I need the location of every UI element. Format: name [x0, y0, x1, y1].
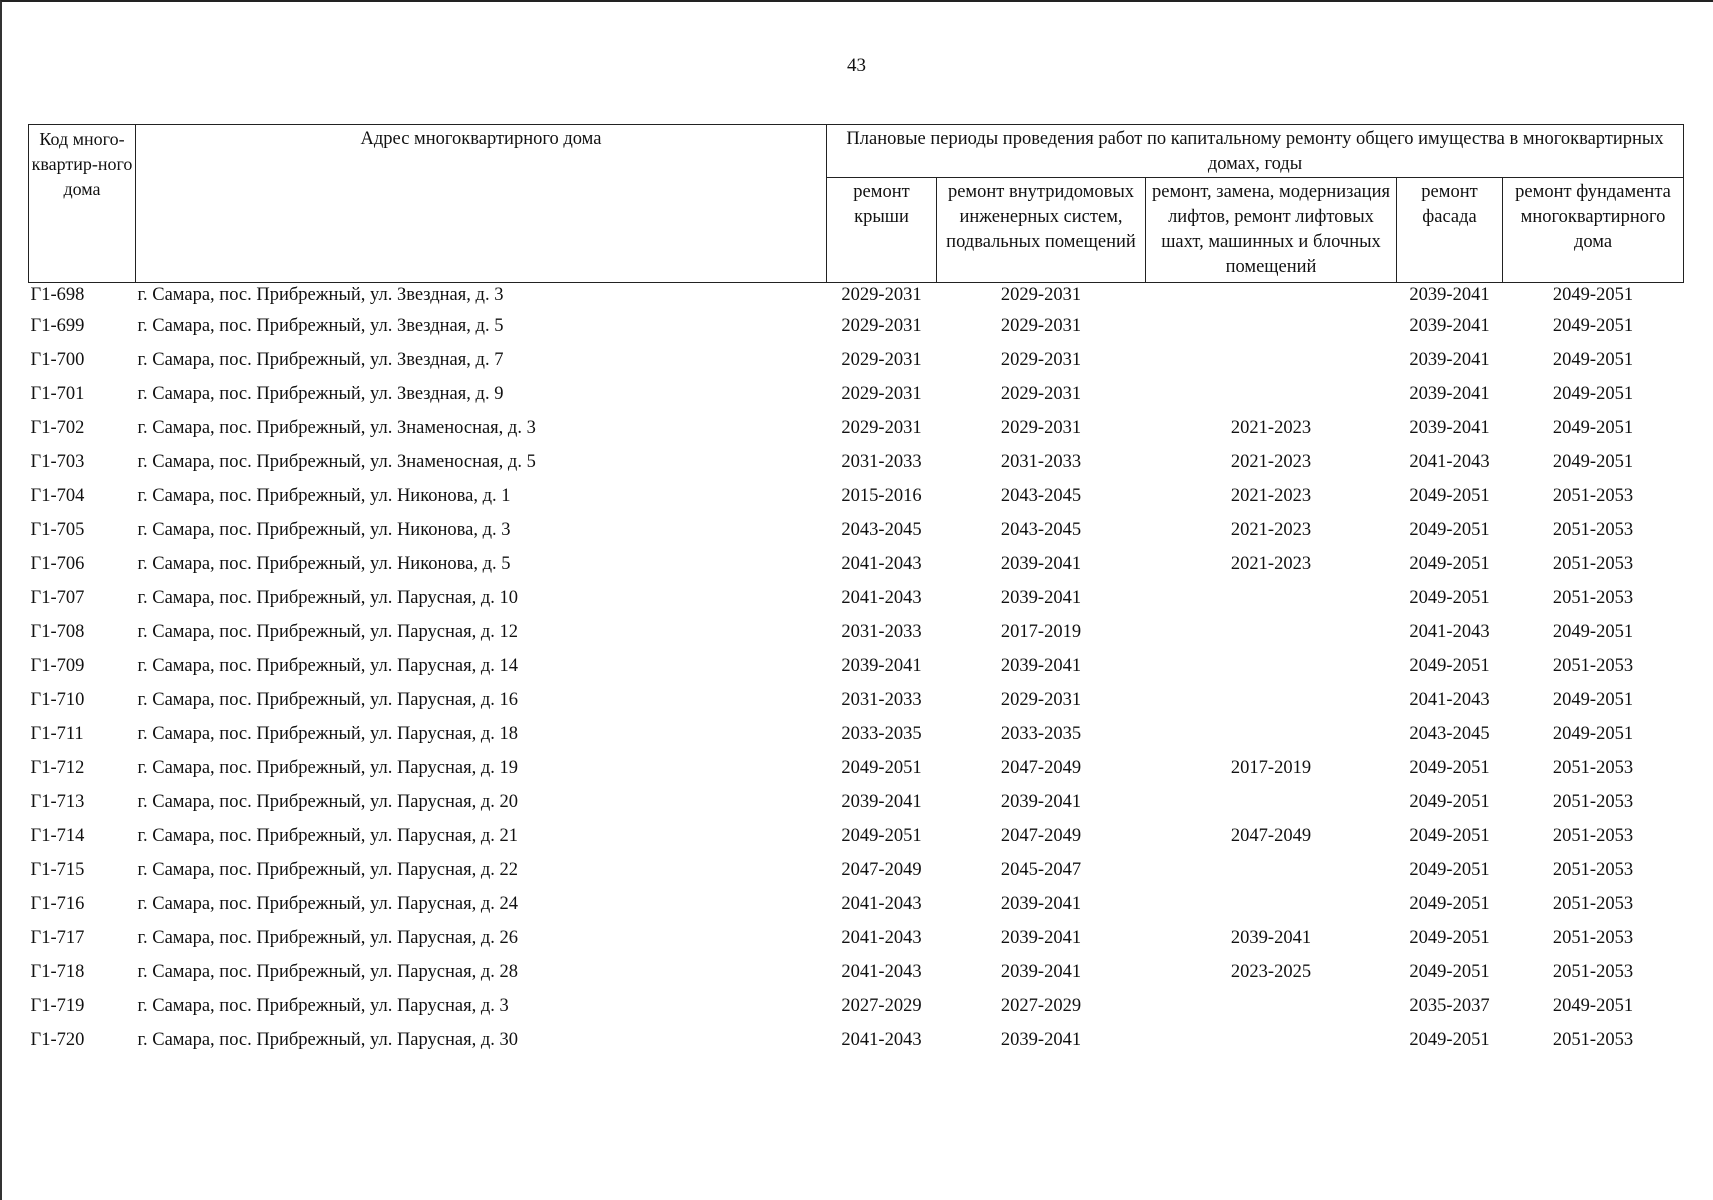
cell-facade: 2049-2051 — [1409, 860, 1490, 880]
cell-address: г. Самара, пос. Прибрежный, ул. Звездная, д. 7 — [137, 350, 504, 370]
cell-facade: 2049-2051 — [1409, 486, 1490, 506]
cell-foundation: 2051-2053 — [1552, 520, 1634, 540]
cell-facade: 2049-2051 — [1409, 792, 1490, 812]
cell-foundation: 2051-2053 — [1552, 894, 1634, 914]
cell-code: Г1-714 — [30, 826, 85, 846]
cell-code: Г1-704 — [30, 486, 85, 506]
cell-lift: 2047-2049 — [1230, 826, 1312, 846]
cell-lift — [1146, 649, 1397, 683]
cell-roof: 2029-2031 — [841, 350, 922, 370]
cell-foundation: 2049-2051 — [1552, 724, 1634, 744]
cell-roof: 2031-2033 — [841, 622, 922, 642]
cell-address: г. Самара, пос. Прибрежный, ул. Звездная, д. 3 — [137, 285, 504, 305]
cell-engineering: 2047-2049 — [1000, 758, 1082, 778]
table-row — [29, 683, 1684, 717]
cell-code: Г1-713 — [30, 792, 85, 812]
cell-code: Г1-711 — [30, 724, 84, 744]
cell-address: г. Самара, пос. Прибрежный, ул. Никонова, д. 3 — [137, 520, 511, 540]
cell-engineering: 2029-2031 — [1000, 285, 1082, 305]
cell-address: г. Самара, пос. Прибрежный, ул. Парусная, д. 14 — [137, 656, 519, 676]
cell-roof: 2041-2043 — [841, 554, 922, 574]
cell-foundation: 2051-2053 — [1552, 554, 1634, 574]
cell-facade: 2049-2051 — [1409, 758, 1490, 778]
cell-facade: 2049-2051 — [1409, 588, 1490, 608]
table-row — [29, 989, 1684, 1023]
cell-foundation: 2049-2051 — [1552, 285, 1634, 305]
cell-code: Г1-710 — [30, 690, 85, 710]
cell-roof: 2033-2035 — [841, 724, 922, 744]
cell-foundation: 2049-2051 — [1552, 622, 1634, 642]
cell-lift — [1146, 989, 1397, 1023]
table-body — [29, 283, 1684, 1058]
cell-code: Г1-718 — [30, 962, 85, 982]
table-row — [29, 377, 1684, 411]
cell-code: Г1-719 — [30, 996, 85, 1016]
cell-code: Г1-698 — [30, 285, 85, 305]
cell-code: Г1-701 — [30, 384, 85, 404]
cell-engineering: 2029-2031 — [1000, 690, 1082, 710]
cell-code: Г1-706 — [30, 554, 85, 574]
cell-roof: 2043-2045 — [841, 520, 922, 540]
cell-address: г. Самара, пос. Прибрежный, ул. Парусная, д. 24 — [137, 894, 519, 914]
cell-engineering: 2039-2041 — [1000, 894, 1082, 914]
cell-facade: 2039-2041 — [1409, 316, 1490, 336]
cell-roof: 2029-2031 — [841, 285, 922, 305]
cell-facade: 2049-2051 — [1409, 1030, 1490, 1050]
cell-roof: 2031-2033 — [841, 690, 922, 710]
table-row — [29, 547, 1684, 581]
cell-foundation: 2049-2051 — [1552, 384, 1634, 404]
table-row — [29, 751, 1684, 785]
cell-foundation: 2051-2053 — [1552, 826, 1634, 846]
cell-lift — [1146, 343, 1397, 377]
table-row — [29, 309, 1684, 343]
header-code: Код много-квартир-ного дома — [29, 125, 136, 283]
cell-engineering: 2029-2031 — [1000, 316, 1082, 336]
cell-facade: 2039-2041 — [1409, 384, 1490, 404]
cell-address: г. Самара, пос. Прибрежный, ул. Парусная, д. 19 — [137, 758, 519, 778]
cell-roof: 2047-2049 — [841, 860, 922, 880]
cell-facade: 2049-2051 — [1409, 554, 1490, 574]
cell-lift: 2017-2019 — [1230, 758, 1312, 778]
cell-foundation: 2051-2053 — [1552, 758, 1634, 778]
cell-lift — [1146, 683, 1397, 717]
cell-code: Г1-705 — [30, 520, 85, 540]
cell-lift: 2021-2023 — [1230, 520, 1312, 540]
table-row — [29, 411, 1684, 445]
header-address: Адрес многоквартирного дома — [136, 125, 827, 283]
cell-facade: 2035-2037 — [1409, 996, 1490, 1016]
cell-lift: 2023-2025 — [1230, 962, 1312, 982]
cell-lift: 2021-2023 — [1230, 452, 1312, 472]
cell-facade: 2043-2045 — [1409, 724, 1490, 744]
cell-roof: 2049-2051 — [841, 826, 922, 846]
cell-facade: 2041-2043 — [1409, 690, 1490, 710]
cell-foundation: 2051-2053 — [1552, 486, 1634, 506]
cell-address: г. Самара, пос. Прибрежный, ул. Парусная, д. 22 — [137, 860, 519, 880]
cell-lift: 2021-2023 — [1230, 418, 1312, 438]
cell-engineering: 2039-2041 — [1000, 1030, 1082, 1050]
cell-code: Г1-716 — [30, 894, 85, 914]
cell-lift — [1146, 785, 1397, 819]
cell-roof: 2031-2033 — [841, 452, 922, 472]
cell-code: Г1-703 — [30, 452, 85, 472]
cell-code: Г1-712 — [30, 758, 85, 778]
cell-address: г. Самара, пос. Прибрежный, ул. Парусная, д. 16 — [137, 690, 519, 710]
cell-foundation: 2049-2051 — [1552, 452, 1634, 472]
cell-engineering: 2039-2041 — [1000, 554, 1082, 574]
table-row — [29, 717, 1684, 751]
table-row — [29, 615, 1684, 649]
cell-lift: 2021-2023 — [1230, 486, 1312, 506]
cell-address: г. Самара, пос. Прибрежный, ул. Парусная, д. 21 — [137, 826, 519, 846]
cell-code: Г1-708 — [30, 622, 85, 642]
cell-facade: 2049-2051 — [1409, 656, 1490, 676]
cell-address: г. Самара, пос. Прибрежный, ул. Парусная, д. 26 — [137, 928, 519, 948]
cell-foundation: 2051-2053 — [1552, 860, 1634, 880]
cell-lift — [1146, 887, 1397, 921]
cell-lift — [1146, 377, 1397, 411]
cell-address: г. Самара, пос. Прибрежный, ул. Знаменосная, д. 3 — [137, 418, 536, 438]
cell-roof: 2041-2043 — [841, 962, 922, 982]
cell-roof: 2041-2043 — [841, 928, 922, 948]
cell-foundation: 2051-2053 — [1552, 656, 1634, 676]
cell-foundation: 2051-2053 — [1552, 962, 1634, 982]
cell-facade: 2039-2041 — [1409, 285, 1490, 305]
cell-address: г. Самара, пос. Прибрежный, ул. Парусная, д. 28 — [137, 962, 519, 982]
cell-code: Г1-717 — [30, 928, 85, 948]
cell-facade: 2049-2051 — [1409, 826, 1490, 846]
cell-code: Г1-709 — [30, 656, 85, 676]
cell-address: г. Самара, пос. Прибрежный, ул. Звездная, д. 5 — [137, 316, 504, 336]
cell-address: г. Самара, пос. Прибрежный, ул. Парусная, д. 3 — [137, 996, 509, 1016]
table-row — [29, 445, 1684, 479]
cell-roof: 2049-2051 — [841, 758, 922, 778]
cell-address: г. Самара, пос. Прибрежный, ул. Парусная, д. 20 — [137, 792, 519, 812]
header-engineering: ремонт внутридомовых инженерных систем, подвальных помещений — [937, 178, 1146, 283]
table-row — [29, 343, 1684, 377]
cell-address: г. Самара, пос. Прибрежный, ул. Парусная, д. 10 — [137, 588, 519, 608]
cell-engineering: 2031-2033 — [1000, 452, 1082, 472]
cell-roof: 2039-2041 — [841, 656, 922, 676]
table-row — [29, 513, 1684, 547]
cell-lift — [1146, 615, 1397, 649]
cell-lift: 2021-2023 — [1230, 554, 1312, 574]
cell-facade: 2049-2051 — [1409, 520, 1490, 540]
cell-lift — [1146, 1023, 1397, 1057]
cell-foundation: 2049-2051 — [1552, 690, 1634, 710]
cell-engineering: 2017-2019 — [1000, 622, 1082, 642]
cell-code: Г1-707 — [30, 588, 85, 608]
cell-address: г. Самара, пос. Прибрежный, ул. Никонова, д. 5 — [137, 554, 511, 574]
header-lift: ремонт, замена, модернизация лифтов, ремонт лифтовых шахт, машинных и блочных помещений — [1146, 178, 1397, 283]
cell-lift: 2039-2041 — [1230, 928, 1312, 948]
table-header — [29, 125, 1684, 283]
cell-lift — [1146, 717, 1397, 751]
cell-engineering: 2047-2049 — [1000, 826, 1082, 846]
table-row — [29, 955, 1684, 989]
cell-foundation: 2049-2051 — [1552, 350, 1634, 370]
cell-facade: 2049-2051 — [1409, 894, 1490, 914]
cell-facade: 2049-2051 — [1409, 962, 1490, 982]
repair-plan-table — [28, 124, 1684, 1057]
cell-roof: 2041-2043 — [841, 588, 922, 608]
cell-facade: 2041-2043 — [1409, 622, 1490, 642]
cell-address: г. Самара, пос. Прибрежный, ул. Знаменосная, д. 5 — [137, 452, 536, 472]
cell-engineering: 2039-2041 — [1000, 656, 1082, 676]
cell-foundation: 2051-2053 — [1552, 792, 1634, 812]
cell-code: Г1-720 — [30, 1030, 85, 1050]
cell-code: Г1-700 — [30, 350, 85, 370]
cell-engineering: 2043-2045 — [1000, 486, 1082, 506]
cell-roof: 2041-2043 — [841, 894, 922, 914]
cell-foundation: 2049-2051 — [1552, 996, 1634, 1016]
cell-address: г. Самара, пос. Прибрежный, ул. Никонова, д. 1 — [137, 486, 511, 506]
cell-roof: 2015-2016 — [841, 486, 922, 506]
cell-engineering: 2043-2045 — [1000, 520, 1082, 540]
cell-roof: 2029-2031 — [841, 418, 922, 438]
cell-engineering: 2029-2031 — [1000, 350, 1082, 370]
table-row — [29, 921, 1684, 955]
table-row — [29, 819, 1684, 853]
cell-facade: 2039-2041 — [1409, 418, 1490, 438]
cell-lift — [1146, 581, 1397, 615]
cell-engineering: 2045-2047 — [1000, 860, 1082, 880]
cell-facade: 2049-2051 — [1409, 928, 1490, 948]
cell-facade: 2041-2043 — [1409, 452, 1490, 472]
cell-roof: 2029-2031 — [841, 316, 922, 336]
cell-foundation: 2051-2053 — [1552, 928, 1634, 948]
header-roof: ремонт крыши — [827, 178, 937, 283]
table-row — [29, 853, 1684, 887]
cell-lift — [1146, 309, 1397, 343]
cell-facade: 2039-2041 — [1409, 350, 1490, 370]
cell-address: г. Самара, пос. Прибрежный, ул. Звездная, д. 9 — [137, 384, 504, 404]
cell-lift — [1146, 283, 1397, 310]
cell-foundation: 2049-2051 — [1552, 316, 1634, 336]
cell-address: г. Самара, пос. Прибрежный, ул. Парусная, д. 30 — [137, 1030, 519, 1050]
cell-engineering: 2039-2041 — [1000, 928, 1082, 948]
header-foundation: ремонт фундамента многоквартирного дома — [1503, 178, 1684, 283]
cell-roof: 2029-2031 — [841, 384, 922, 404]
cell-engineering: 2039-2041 — [1000, 962, 1082, 982]
cell-engineering: 2039-2041 — [1000, 792, 1082, 812]
cell-engineering: 2027-2029 — [1000, 996, 1082, 1016]
cell-foundation: 2051-2053 — [1552, 588, 1634, 608]
cell-engineering: 2029-2031 — [1000, 384, 1082, 404]
table-row — [29, 887, 1684, 921]
table-row — [29, 283, 1684, 310]
cell-code: Г1-702 — [30, 418, 85, 438]
cell-address: г. Самара, пос. Прибрежный, ул. Парусная, д. 18 — [137, 724, 519, 744]
cell-roof: 2027-2029 — [841, 996, 922, 1016]
header-planned-periods: Плановые периоды проведения работ по капитальному ремонту общего имущества в многоквартирных домах, годы — [827, 125, 1684, 178]
cell-engineering: 2039-2041 — [1000, 588, 1082, 608]
cell-code: Г1-715 — [30, 860, 85, 880]
cell-lift — [1146, 853, 1397, 887]
table-row — [29, 581, 1684, 615]
table-row — [29, 649, 1684, 683]
cell-address: г. Самара, пос. Прибрежный, ул. Парусная, д. 12 — [137, 622, 519, 642]
cell-roof: 2039-2041 — [841, 792, 922, 812]
cell-roof: 2041-2043 — [841, 1030, 922, 1050]
cell-foundation: 2049-2051 — [1552, 418, 1634, 438]
cell-engineering: 2029-2031 — [1000, 418, 1082, 438]
table-row — [29, 479, 1684, 513]
table-row — [29, 785, 1684, 819]
cell-engineering: 2033-2035 — [1000, 724, 1082, 744]
cell-code: Г1-699 — [30, 316, 85, 336]
page-number: 43 — [847, 55, 866, 76]
table-row — [29, 1023, 1684, 1057]
cell-foundation: 2051-2053 — [1552, 1030, 1634, 1050]
header-facade: ремонт фасада — [1397, 178, 1503, 283]
